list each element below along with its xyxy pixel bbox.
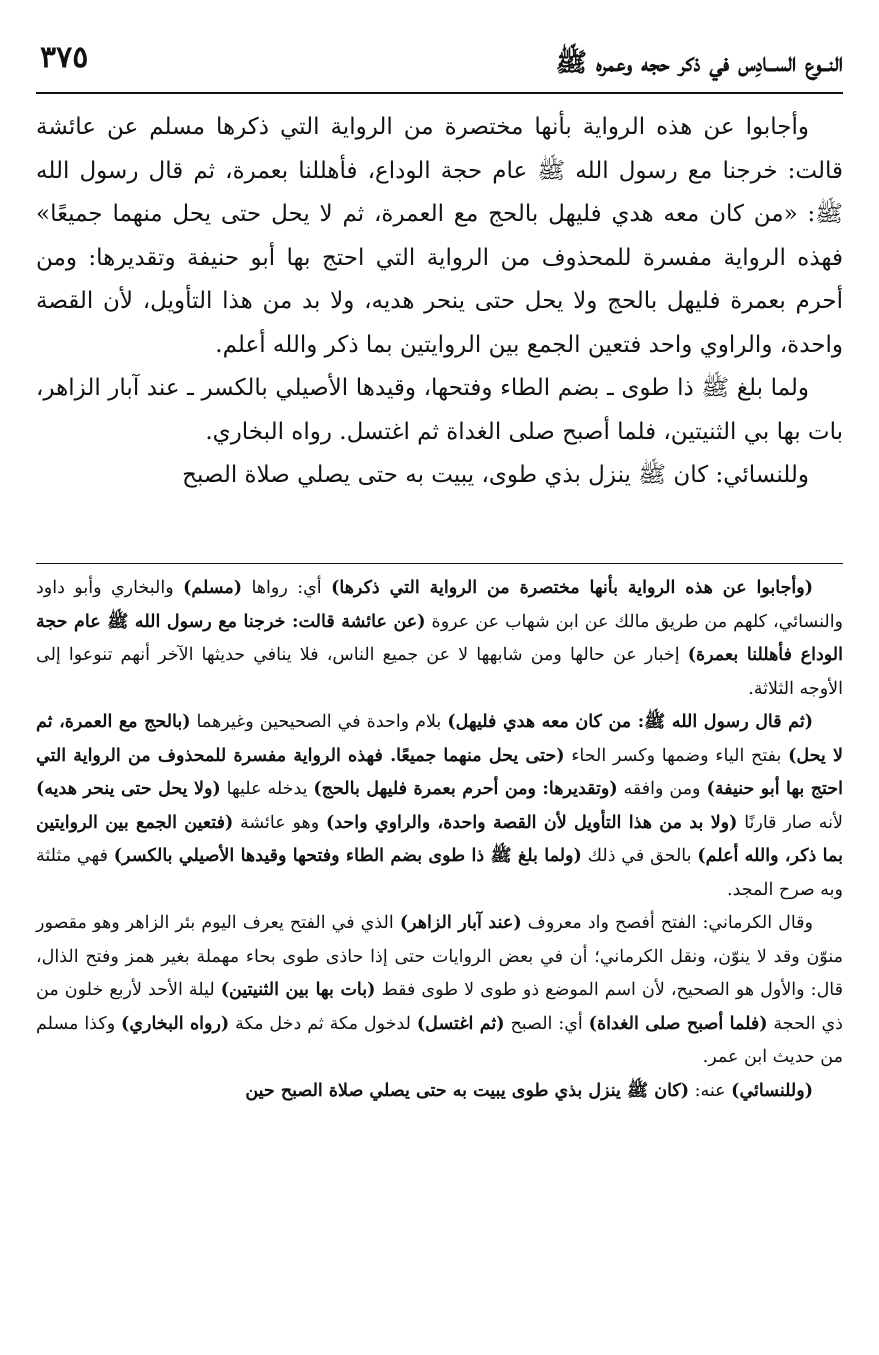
quoted-text: (كان ﷺ ينزل بذي طوى يبيت به حتى يصلي صلاة الصبح حين: [245, 1080, 690, 1101]
quoted-text: (ولما بلغ ﷺ ذا طوى بضم الطاء وفتحها وقيدها الأصيلي بالكسر): [113, 846, 582, 866]
quoted-text: (وأجابوا عن هذه الرواية بأنها مختصرة من الرواية التي ذكرها): [331, 578, 814, 598]
commentary-text: [36, 572, 843, 1108]
commentary-span: ومن وافقه: [617, 779, 707, 799]
commentary-span: والبخاري وأبو داود والنسائي، كلهم من طريق مالك عن ابن شهاب عن عروة: [36, 578, 844, 632]
quoted-text: (ولا يحل حتى ينحر هديه): [36, 779, 221, 799]
quoted-text: (مسلم): [183, 578, 243, 598]
commentary-span: الذي في الفتح يعرف اليوم بئر الزاهر وهو مقصور منوّن وقد لا ينوّن، ونقل الكرماني؛ أن في بعض الروايات حتى إذا حاذى طوى بحاء مهملة بغير همز وفتح الذال، قال: والأول هو الصحيح، لأن اسم الموضع ذو طوى لا طوى فقط: [36, 913, 843, 1000]
quoted-text: (عند آبار الزاهر): [399, 913, 522, 933]
main-text: [36, 106, 843, 498]
quoted-text: (ولا بد من هذا التأويل لأن القصة واحدة، والراوي واحد): [325, 812, 738, 833]
commentary-separator: [36, 563, 843, 564]
commentary-span: لأنه صار قارنًا: [737, 812, 843, 833]
commentary-span: وكذا مسلم من حديث ابن عمر.: [36, 1013, 843, 1067]
commentary-span: بلام واحدة في الصحيحين وغيرهما: [190, 712, 448, 732]
quoted-text: (بات بها بين الثنيتين): [220, 980, 376, 1000]
quoted-text: (وللنسائي): [731, 1080, 813, 1101]
commentary-span: فهي مثلثة وبه صرح المجد.: [36, 846, 843, 900]
quoted-text: (حتى يحل منهما جميعًا. فهذه الرواية مفسرة للمحذوف من الرواية التي احتج بها أبو حنيفة): [36, 745, 843, 799]
commentary-span: أي: رواها: [242, 578, 332, 598]
quoted-text: (وتقديرها: ومن أحرم بعمرة فليهل بالحج): [313, 779, 618, 799]
running-title: النــوع الســادِس في ذكر حجه وعمره ﷺ: [555, 48, 843, 78]
main-paragraph: ولما بلغ ﷺ ذا طوى ـ بضم الطاء وفتحها، وقيدها الأصيلي بالكسر ـ عند آبار الزاهر، بات بها بي الثنيتين، فلما أصبح صلى الغداة ثم اغتسل. رواه البخاري.: [36, 375, 843, 445]
page-header: [36, 36, 843, 94]
commentary-span: عنه:: [689, 1080, 732, 1101]
commentary-span: أي: الصبح: [504, 1013, 589, 1034]
commentary-span: وهو عائشة: [233, 812, 326, 833]
quoted-text: (ثم قال رسول الله ﷺ: من كان معه هدي فليهل): [447, 712, 813, 732]
commentary-span: ليلة الأحد لأربع خلون من ذي الحجة: [36, 980, 843, 1034]
main-paragraph: وللنسائي: كان ﷺ ينزل بذي طوى، يبيت به حتى يصلي صلاة الصبح: [182, 462, 809, 488]
header-rule: [36, 92, 843, 94]
quoted-text: (فتعين الجمع بين الروايتين بما ذكر، والله أعلم): [36, 812, 843, 866]
quoted-text: (بالحج مع العمرة، ثم لا يحل): [36, 712, 843, 766]
page-number: ٣٧٥: [40, 40, 89, 75]
commentary-paragraph: [36, 907, 843, 1075]
commentary-span: بالحق في ذلك: [581, 846, 698, 866]
quoted-text: (عن عائشة قالت: خرجنا مع رسول الله ﷺ عام حجة الوداع فأهللنا بعمرة): [36, 611, 843, 665]
commentary-span: يدخله عليها: [220, 779, 314, 799]
quoted-text: (ثم اغتسل): [416, 1013, 505, 1034]
commentary-span: إخبار عن حالها ومن شابهها لا عن جميع الناس، فلا ينافي حديثها الآخر أنهم تنوعوا إلى الأوجه الثلاثة.: [36, 645, 843, 699]
quoted-text: (فلما أصبح صلى الغداة): [588, 1013, 768, 1034]
commentary-paragraph: [36, 706, 843, 907]
commentary-span: وقال الكرماني: الفتح أفصح واد معروف: [521, 913, 813, 933]
commentary-paragraph: [36, 572, 843, 706]
commentary-paragraph: [36, 1075, 843, 1109]
quoted-text: (رواه البخاري): [121, 1013, 230, 1034]
commentary-span: لدخول مكة ثم دخل مكة: [229, 1013, 417, 1034]
commentary-span: بفتح الياء وضمها وكسر الحاء: [564, 745, 789, 766]
book-page: [36, 36, 843, 1336]
main-paragraph: وأجابوا عن هذه الرواية بأنها مختصرة من الرواية التي ذكرها مسلم عن عائشة قالت: خرجنا مع رسول الله ﷺ عام حجة الوداع، فأهللنا بعمرة، ثم قال رسول الله ﷺ: «من كان معه هدي فليهل بالحج مع العمرة، ثم لا يحل حتى يحل منهما جميعًا» فهذه الرواية مفسرة للمحذوف من الرواية التي احتج بها أبو حنيفة وتقديرها: ومن أحرم بعمرة فليهل بالحج ولا يحل حتى ينحر هديه، ولا بد من هذا التأويل، لأن القصة واحدة، والراوي واحد فتعين الجمع بين الروايتين بما ذكر والله أعلم.: [36, 114, 843, 358]
